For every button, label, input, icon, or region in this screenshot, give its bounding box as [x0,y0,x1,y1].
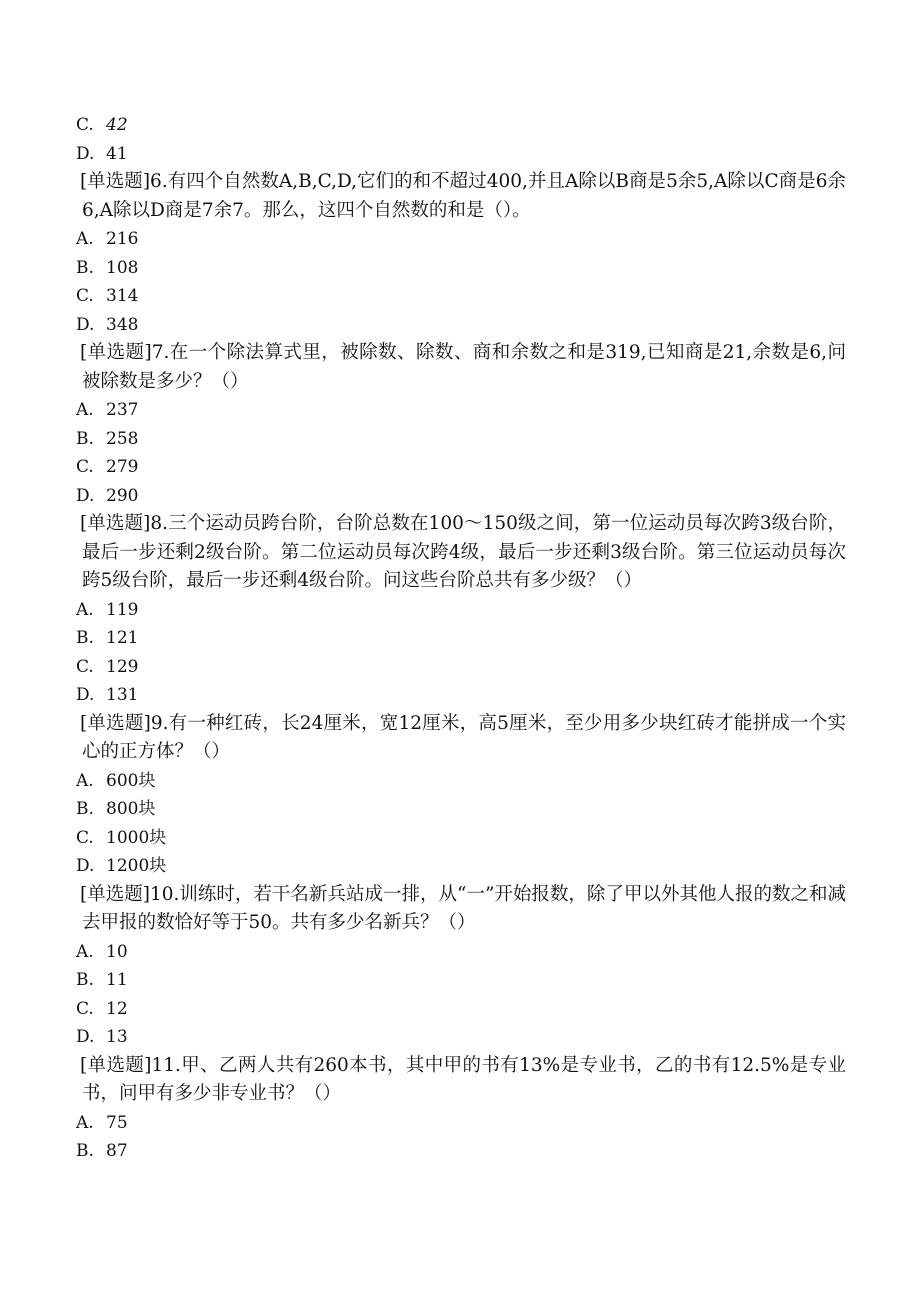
option-text: 314 [106,286,139,306]
question-type-tag: [单选题] [80,712,151,734]
option-d [76,311,846,340]
question-type-tag: [单选题] [80,883,150,905]
option-text: 279 [106,457,139,477]
option-text: 800块 [106,799,156,819]
option-letter: A. [76,229,94,249]
option-text: 348 [106,314,139,335]
question-text: 11.甲、乙两人共有260本书，其中甲的书有13%是专业书，乙的书有12.5%是专业书，问甲有多少非专业书？（） [82,1054,847,1104]
question-text: 8.三个运动员跨台阶，台阶总数在100～150级之间，第一位运动员每次跨3级台阶，最后一步还剩2级台阶。第二位运动员每次跨4级，最后一步还剩3级台阶。第三位运动员每次跨5级台阶，最后一步还剩4级台阶。问这些台阶总共有多少级？（） [82,513,847,591]
question-9 [76,710,846,767]
question-text: 6.有四个自然数A,B,C,D,它们的和不超过400,并且A除以B商是5余5,A除以C商是6余6,A除以D商是7余7。那么，这四个自然数的和是（）。 [82,171,847,221]
option-text: 1000块 [106,827,167,848]
option-c [76,453,846,482]
question-text: 10.训练时，若干名新兵站成一排，从“一”开始报数，除了甲以外其他人报的数之和减去甲报的数恰好等于50。共有多少名新兵？（） [82,883,847,933]
option-text: 129 [106,656,139,677]
option-a [76,767,846,796]
option-text: 121 [106,628,139,648]
option-c-lead [76,111,846,140]
option-letter: D. [76,856,95,876]
question-6 [76,168,846,225]
option-text: 41 [106,143,128,164]
option-letter: B. [76,628,94,648]
question-type-tag: [单选题] [80,513,151,534]
option-letter: A. [76,941,94,962]
option-text: 600块 [106,770,156,791]
option-c [76,995,846,1024]
question-11 [76,1052,846,1109]
option-letter: B. [76,970,94,990]
option-b [76,624,846,653]
option-c [76,824,846,853]
option-text: 13 [106,1027,128,1047]
option-letter: B. [76,257,94,278]
question-text: 9.有一种红砖，长24厘米，宽12厘米，高5厘米，至少用多少块红砖才能拼成一个实心的正方体？（） [82,712,846,762]
question-text: 7.在一个除法算式里，被除数、除数、商和余数之和是319,已知商是21,余数是6,问被除数是多少？（） [82,342,846,392]
question-8 [76,510,846,596]
option-letter: C. [76,286,94,306]
option-text: 131 [106,685,139,705]
option-text: 10 [106,941,128,962]
option-b [76,425,846,454]
option-letter: C. [76,115,94,135]
option-letter: C. [76,457,94,477]
option-letter: A. [76,400,94,420]
option-text: 216 [106,229,139,249]
option-letter: C. [76,998,94,1019]
option-d [76,1023,846,1052]
option-letter: C. [76,656,94,677]
option-a [76,225,846,254]
option-text: 290 [106,485,139,506]
option-letter: B. [76,428,94,449]
option-text: 237 [106,400,139,420]
question-type-tag: [单选题] [80,342,152,363]
option-c [76,653,846,682]
option-a [76,938,846,967]
option-letter: D. [76,314,95,335]
option-d [76,681,846,710]
option-d [76,852,846,881]
option-b [76,795,846,824]
document-page [76,111,846,1166]
option-a [76,1109,846,1138]
option-letter: A. [76,599,94,620]
question-10 [76,881,846,938]
option-text: 75 [106,1112,128,1133]
option-b [76,254,846,283]
option-text: 12 [106,998,128,1019]
option-letter: D. [76,1027,95,1047]
option-d-lead [76,140,846,169]
option-c [76,282,846,311]
option-text: 108 [106,257,139,278]
option-letter: D. [76,685,95,705]
option-text: 258 [106,428,139,449]
option-text: 87 [106,1141,128,1161]
question-7 [76,339,846,396]
question-type-tag: [单选题] [80,1054,152,1076]
option-letter: B. [76,1141,94,1161]
option-letter: C. [76,827,94,848]
option-letter: A. [76,1112,94,1133]
option-text: 11 [106,970,128,990]
option-b [76,1137,846,1166]
option-letter: A. [76,770,94,791]
option-a [76,596,846,625]
option-d [76,482,846,511]
option-text: 119 [106,599,139,620]
option-letter: D. [76,485,95,506]
option-b [76,966,846,995]
option-text: 1200块 [106,856,167,876]
question-type-tag: [单选题] [80,171,151,192]
option-a [76,396,846,425]
option-text: 42 [106,115,128,135]
option-letter: B. [76,799,94,819]
option-letter: D. [76,143,95,164]
